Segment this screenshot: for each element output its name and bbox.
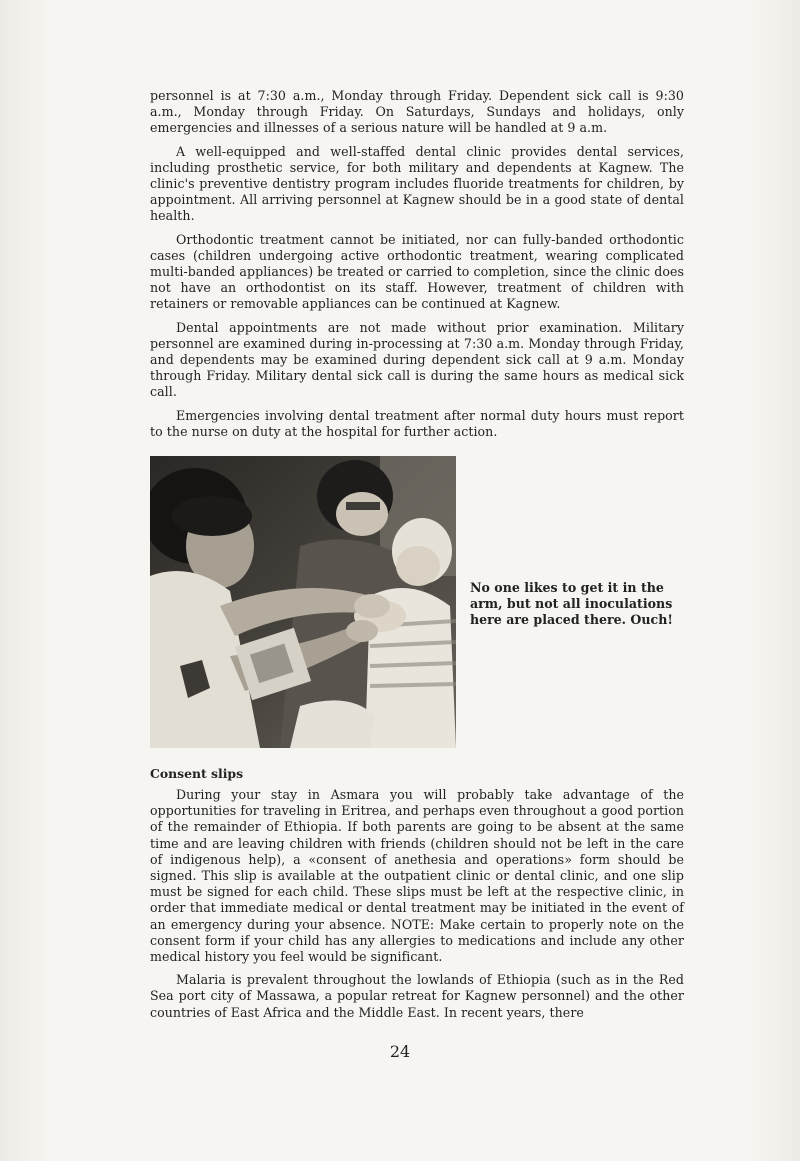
bottom-text-block xyxy=(150,787,684,1028)
inoculation-photo xyxy=(150,456,456,748)
photo-caption: No one likes to get it in the arm, but not all inoculations here are placed there. Ouch! xyxy=(470,580,673,628)
paragraph-dental-clinic: A well-equipped and well-staffed dental clinic provides dental services, including prosthetic service, for both military and dependents at Kagnew. The clinic's preventive dentistry program includes fluoride treatments for children, by appointment. All arriving personnel at Kagnew should be in a good state of dental health. xyxy=(150,143,684,224)
paragraph-sick-call: personnel is at 7:30 a.m., Monday through Friday. Dependent sick call is 9:30 a.m., Monday through Friday. On Saturdays, Sundays and holidays, only emergencies and illnesses of a serious nature will be handled at 9 a.m. xyxy=(150,88,684,136)
page-number: 24 xyxy=(389,1042,411,1061)
paragraph-orthodontic: Orthodontic treatment cannot be initiated, nor can fully-banded orthodontic cases (children undergoing active orthodontic treatment, wearing complicated multi-banded appliances) be treated or carried to completion, since the clinic does not have an orthodontist on its staff. However, treatment of children with retainers or removable appliances can be continued at Kagnew. xyxy=(150,231,684,312)
top-text-block xyxy=(150,88,684,447)
paragraph-dental-emergencies: Emergencies involving dental treatment after normal duty hours must report to the nurse on duty at the hospital for further action. xyxy=(150,407,684,439)
paragraph-malaria: Malaria is prevalent throughout the lowlands of Ethiopia (such as in the Red Sea port city of Massawa, a popular retreat for Kagnew personnel) and the other countries of East Africa and the Middle East. In recent years, there xyxy=(150,972,684,1020)
paragraph-dental-appointments: Dental appointments are not made without prior examination. Military personnel are examined during in-processing at 7:30 a.m. Monday through Friday, and dependents may be examined during dependent sick call at 9 a.m. Monday through Friday. Military dental sick call is during the same hours as medical sick call. xyxy=(150,319,684,400)
section-heading-consent-slips: Consent slips xyxy=(150,766,244,781)
paragraph-consent-slips: During your stay in Asmara you will probably take advantage of the opportunities for traveling in Eritrea, and perhaps even throughout a good portion of the remainder of Ethiopia. If both parents are going to be absent at the same time and are leaving children with friends (children should not be left in the care of indigenous help), a «consent of anethesia and operations» form should be signed. This slip is available at the outpatient clinic or dental clinic, and one slip must be signed for each child. These slips must be left at the respective clinic, in order that immediate medical or dental treatment may be initiated in the event of an emergency during your absence. NOTE: Make certain to properly note on the consent form if your child has any allergies to medications and include any other medical history you feel would be significant. xyxy=(150,787,684,965)
inoculation-photo-illustration xyxy=(150,456,456,748)
